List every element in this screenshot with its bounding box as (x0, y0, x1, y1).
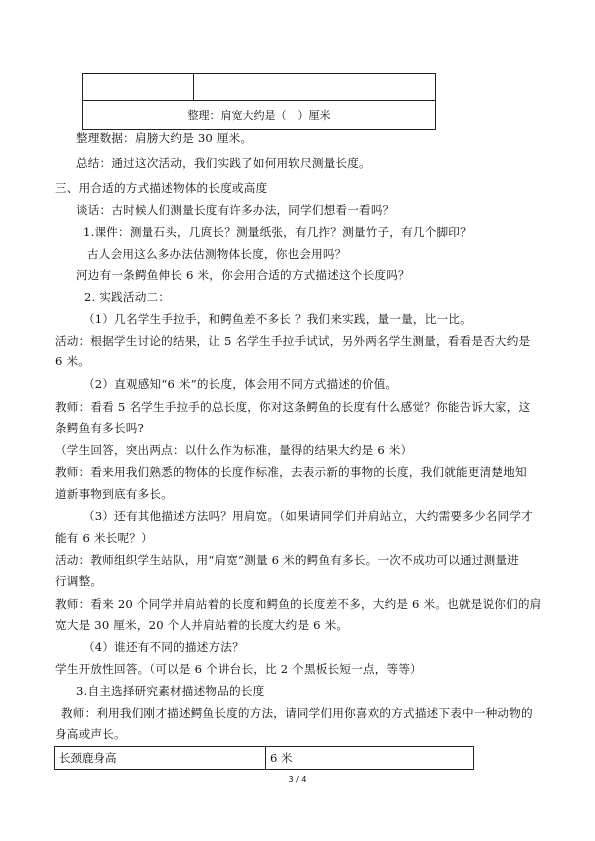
subheading: 2. 实践活动二： (84, 290, 171, 304)
section-heading: 三、用合适的方式描述物体的长度或高度 (55, 181, 268, 195)
text-line: 总结：通过这次活动，我们实践了如何用软尺测量长度。 (76, 156, 371, 170)
text-line: 教师：看看 5 名学生手拉手的总长度，你对这条鳄鱼的长度有什么感觉？你能告诉大家，这 (55, 400, 531, 414)
text-line: 河边有一条鳄鱼伸长 6 米，你会用合适的方式描述这个长度吗？ (76, 268, 410, 282)
summary-cell: 整理：肩宽大约是（ ）厘米 (83, 101, 436, 130)
text-line: 道新事物到底有多长。 (55, 487, 173, 501)
animal-table (54, 746, 474, 770)
text-line: 能有 6 米长呢？） (55, 531, 153, 545)
text-line: 活动：根据学生讨论的结果，让 5 名学生手拉手试试，另外两名学生测量，看看是否大约是 (55, 334, 531, 348)
text-line: 宽大是 30 厘米，20 个人并肩站着的长度大约是 6 米。 (55, 618, 349, 632)
text-line: 身高或声长。 (55, 727, 126, 741)
table-cell (83, 74, 194, 101)
page-number: 3 / 4 (288, 775, 307, 784)
text-line: 6 米。 (55, 354, 91, 368)
text-line: 条鳄鱼有多长吗? (55, 421, 144, 435)
text-line: 活动：教师组织学生站队，用“肩宽”测量 6 米的鳄鱼有多长。一次不成功可以通过测量进 (55, 553, 519, 567)
text-line: （1）几名学生手拉手，和鳄鱼差不多长 ？我们来实践，量一量，比一比。 (83, 312, 472, 326)
text-line: （4）谁还有不同的描述方法？ (83, 640, 244, 654)
text-line: 谈话：古时候人们测量长度有许多办法，同学们想看一看吗？ (76, 203, 395, 217)
text-line: 整理数据：肩膀大约是 30 厘米。 (76, 131, 253, 145)
subheading: 3.自主选择研究素材描述物品的长度 (76, 684, 265, 698)
text-line: 教师：看来用我们熟悉的物体的长度作标准，去表示新的事物的长度，我们就能更清楚地知 (55, 465, 527, 479)
table-cell (194, 74, 436, 101)
table-row (55, 747, 474, 770)
table-row (83, 74, 436, 101)
text-line: 教师：看来 20 个同学并肩站着的长度和鳄鱼的长度差不多，大约是 6 米。也就是说你们的肩 (55, 597, 542, 611)
text-line: 教师：利用我们刚才描述鳄鱼长度的方法，请同学们用你喜欢的方式描述下表中一种动物的 (61, 706, 533, 720)
text-line: 学生开放性回答。（可以是 6 个讲台长，比 2 个黑板长短一点，等等） (55, 662, 422, 676)
text-line: 行调整。 (55, 574, 103, 588)
animal-value-cell: 6 米 (266, 747, 474, 770)
text-line: 古人会用这么多办法估测物体长度，你也会用吗？ (87, 247, 347, 261)
measurement-table (82, 73, 436, 130)
text-line: 1.课件：测量石头，几庹长？测量纸张，有几拃？测量竹子，有几个脚印？ (83, 225, 472, 239)
text-line: （2）直观感知“6 米”的长度，体会用不同方式描述的价值。 (83, 377, 398, 391)
text-line: （学生回答，突出两点：以什么作为标准，量得的结果大约是 6 米） (55, 443, 413, 457)
animal-label-cell: 长颈鹿身高 (55, 747, 266, 770)
text-line: （3）还有其他描述方法吗？用肩宽。（如果请同学们并肩站立，大约需要多少名同学才 (83, 509, 533, 523)
table-row (83, 101, 436, 130)
